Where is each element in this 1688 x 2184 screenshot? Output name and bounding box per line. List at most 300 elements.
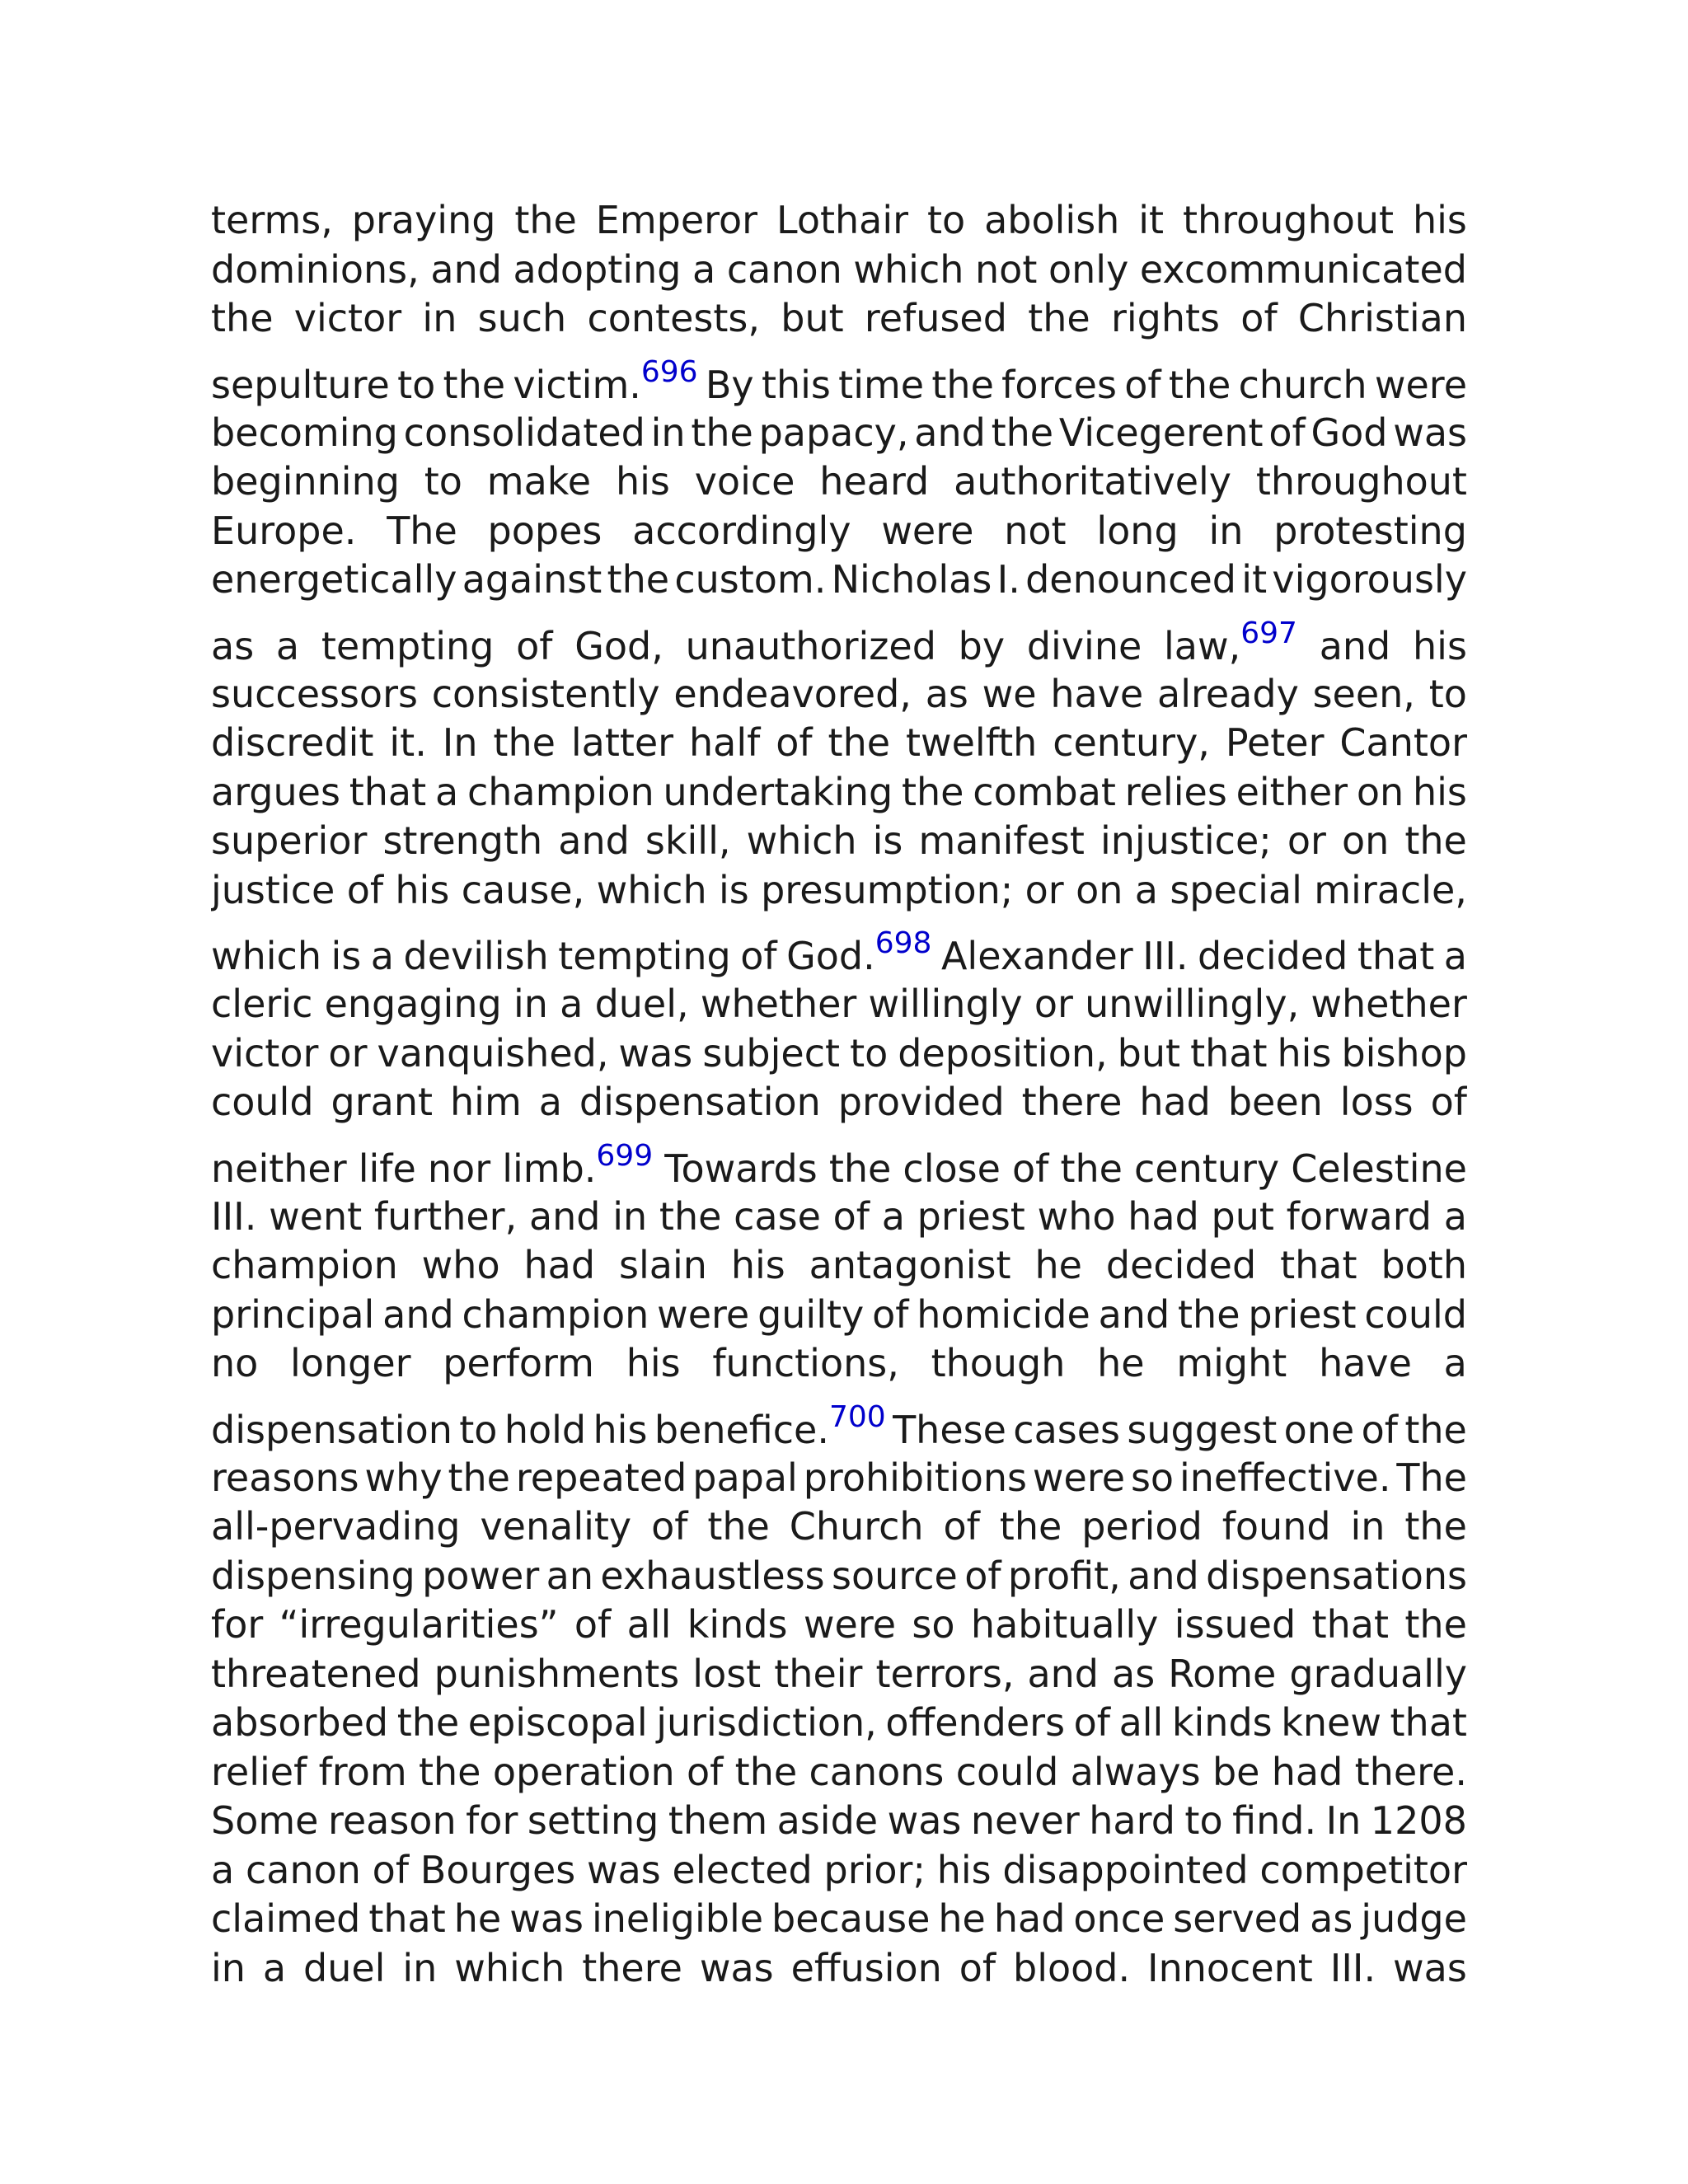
word: champion [211, 1243, 398, 1287]
word: to [1428, 671, 1467, 716]
word: profit, [1007, 1553, 1121, 1598]
word: God, [574, 623, 663, 668]
word: had [1139, 1080, 1211, 1124]
word: latter [570, 720, 674, 765]
word: God.$^{698}$ [786, 926, 932, 978]
word: special [1170, 867, 1302, 912]
word: close [903, 1146, 1001, 1191]
word: 1208 [1370, 1798, 1467, 1843]
word: successors [211, 671, 418, 716]
word: was [586, 1847, 661, 1892]
word: a [211, 1847, 235, 1892]
word: the [1404, 1504, 1467, 1549]
word: the [828, 720, 891, 765]
word: all [1118, 1700, 1164, 1745]
word: prior; [823, 1847, 926, 1892]
word: and [558, 818, 630, 863]
word: that [1190, 1030, 1268, 1076]
word: tempting [558, 934, 731, 978]
word: source [832, 1553, 958, 1598]
word: venality [480, 1504, 632, 1549]
word: episcopal [467, 1700, 648, 1745]
word: of [776, 720, 813, 765]
word: forward [1286, 1193, 1432, 1239]
word: who [421, 1243, 500, 1287]
word: dispensation [211, 1407, 452, 1452]
word: effusion [790, 1945, 942, 1990]
word: reasons [211, 1455, 359, 1500]
word: claimed [211, 1896, 361, 1941]
text-line [211, 410, 1467, 460]
word: denounced [1025, 557, 1237, 602]
word: his [1413, 198, 1467, 242]
text-line [211, 1504, 1467, 1554]
word: such [477, 296, 567, 340]
word: the [1178, 1291, 1240, 1337]
word: of [1268, 410, 1306, 455]
word: which [853, 246, 964, 292]
word: whether [1311, 982, 1467, 1026]
text-line [211, 1292, 1467, 1342]
word: period [1081, 1504, 1203, 1549]
word: vigorously [1272, 557, 1467, 602]
word: jurisdiction, [656, 1700, 877, 1745]
word: hard [1089, 1798, 1175, 1843]
word: he [1034, 1243, 1082, 1287]
word: I. [996, 557, 1020, 602]
word: of [516, 623, 553, 668]
word: These [893, 1407, 1006, 1452]
word: his [593, 1407, 648, 1452]
text-line [211, 1554, 1467, 1603]
word: a [692, 246, 716, 292]
word: their [774, 1651, 863, 1696]
word: ineffective. [1179, 1455, 1391, 1500]
word: his [730, 1243, 785, 1287]
word: of [1073, 1700, 1110, 1745]
word: limb.$^{699}$ [502, 1138, 654, 1191]
word: throughout [1183, 198, 1395, 242]
word: and [1128, 1553, 1199, 1598]
word: guilty [757, 1291, 865, 1337]
word: had [1128, 1193, 1199, 1239]
word: Towards [664, 1146, 818, 1191]
word: of [1012, 1146, 1049, 1191]
text-line [211, 1750, 1467, 1799]
word: kinds [687, 1602, 788, 1647]
footnote-ref-link[interactable]: 697 [1240, 616, 1297, 650]
text-line [211, 1798, 1467, 1848]
word: were [657, 1291, 750, 1337]
word: always [1070, 1749, 1201, 1794]
word: church [1238, 362, 1367, 407]
word: Vicegerent [1058, 410, 1264, 455]
word: which [454, 1945, 565, 1990]
word: justice [211, 867, 335, 912]
word: punishments [434, 1651, 680, 1696]
word: blood. [1013, 1945, 1131, 1990]
footnote-ref-link[interactable]: 698 [874, 926, 932, 960]
word: Europe. [211, 508, 357, 553]
word: the [707, 1504, 770, 1549]
word: was [509, 1896, 584, 1941]
word: as [925, 671, 968, 716]
word: duel [303, 1945, 386, 1990]
word: or [1287, 818, 1326, 863]
word: only [1048, 246, 1129, 292]
word: that [1280, 1243, 1357, 1287]
word: was [699, 1945, 774, 1990]
word: champion [462, 1291, 649, 1337]
word: homicide [917, 1291, 1090, 1337]
word: there [1021, 1080, 1123, 1124]
word: exhaustless [600, 1553, 825, 1598]
word: cases [1013, 1407, 1121, 1452]
word: loss [1339, 1080, 1414, 1124]
word: that [1357, 934, 1435, 978]
word: rights [1110, 296, 1221, 340]
word: victor [293, 296, 402, 340]
word: was [1393, 410, 1467, 455]
word: could [955, 1749, 1059, 1794]
word: as [1310, 1896, 1353, 1941]
word: Emperor [595, 198, 758, 242]
word: him [450, 1080, 522, 1124]
word: grant [331, 1080, 434, 1124]
word: were [1374, 362, 1467, 407]
word: find. [1232, 1798, 1317, 1843]
word: dispensation [579, 1080, 821, 1124]
word: time [838, 362, 925, 407]
text-line [211, 557, 1467, 607]
word: contests, [587, 296, 760, 340]
text-line [211, 1896, 1467, 1946]
word: dispensing [211, 1553, 415, 1598]
word: half [689, 720, 761, 765]
word: and [528, 1193, 601, 1239]
word: benefice.$^{700}$ [654, 1399, 886, 1452]
word: his [936, 1847, 992, 1892]
word: of [346, 867, 384, 912]
word: decided [1105, 1243, 1257, 1287]
text-line [211, 1390, 1467, 1455]
word: for [211, 1602, 264, 1647]
word: becoming [211, 410, 398, 455]
word: there. [1354, 1749, 1467, 1794]
word: III. [1329, 1945, 1376, 1990]
word: of [959, 1945, 996, 1990]
text-line [211, 1031, 1467, 1080]
text-line [211, 770, 1467, 819]
word: and [382, 1291, 454, 1337]
word: all [626, 1602, 672, 1647]
word: the [659, 1193, 722, 1239]
word: repeated [515, 1455, 687, 1500]
word: either [1236, 769, 1348, 814]
word: willingly [868, 982, 1023, 1026]
word: The [1396, 1455, 1467, 1500]
word: the [211, 296, 274, 340]
word: which [211, 934, 322, 978]
word: in [1208, 508, 1244, 553]
word: not [975, 246, 1038, 292]
word: in [422, 296, 457, 340]
word: could [211, 1080, 314, 1124]
word: the [991, 410, 1054, 455]
word: cause, [461, 867, 585, 912]
word: argues [211, 769, 340, 814]
word: his [1277, 1030, 1332, 1076]
word: God [1311, 410, 1388, 455]
word: popes [487, 508, 603, 553]
word: a [538, 1080, 562, 1124]
word: century [1134, 1146, 1280, 1191]
word: the [734, 1749, 798, 1794]
word: III. [211, 1193, 257, 1239]
word: a [370, 934, 394, 978]
word: prohibitions [803, 1455, 1027, 1500]
word: of [574, 1602, 612, 1647]
word: is [718, 867, 749, 912]
word: from [318, 1749, 407, 1794]
word: we [982, 671, 1037, 716]
word: cleric [211, 982, 313, 1026]
text-line [211, 198, 1467, 247]
word: to [850, 1030, 889, 1076]
word: abolish [984, 198, 1120, 242]
word: Bourges [420, 1847, 576, 1892]
word: praying [351, 198, 496, 242]
word: Innocent [1147, 1945, 1313, 1990]
word: Cantor [1339, 720, 1467, 765]
word: it [1138, 198, 1165, 242]
word: lost [692, 1651, 762, 1696]
word: to [397, 362, 436, 407]
word: whether [700, 982, 857, 1026]
word: in [650, 410, 686, 455]
word: of [872, 1291, 909, 1337]
word: canon [726, 246, 842, 292]
word: disappointed [1002, 1847, 1249, 1892]
text-line [211, 672, 1467, 721]
word: kinds [1171, 1700, 1273, 1745]
word: beginning [211, 459, 400, 504]
word: and [1027, 1651, 1100, 1696]
word: functions, [712, 1341, 899, 1385]
word: principal [211, 1291, 375, 1337]
word: be [1212, 1749, 1260, 1794]
page-body [211, 198, 1467, 2044]
word: both [1381, 1243, 1467, 1287]
word: victor [211, 1030, 319, 1076]
word: had [523, 1243, 596, 1287]
word: all-pervading [211, 1504, 461, 1549]
word: suggest [1127, 1407, 1278, 1452]
text-line [211, 916, 1467, 982]
word: the [493, 720, 556, 765]
word: which [596, 867, 707, 912]
word: the [901, 769, 964, 814]
footnote-ref-link[interactable]: 696 [640, 354, 698, 389]
text-line [211, 720, 1467, 770]
word: found [1221, 1504, 1331, 1549]
word: champion [467, 769, 654, 814]
word: never [970, 1798, 1080, 1843]
word: of [832, 1193, 870, 1239]
text-line [211, 509, 1467, 558]
word: knew [1281, 1700, 1381, 1745]
word: of [372, 1847, 410, 1892]
word: or [1025, 867, 1064, 912]
word: priest [1248, 1291, 1357, 1337]
word: served [1173, 1896, 1302, 1941]
word: dispensations [1206, 1553, 1467, 1598]
word: “irregularities” [279, 1602, 559, 1647]
word: protesting [1273, 508, 1467, 553]
word: his [615, 459, 670, 504]
word: forces [1001, 362, 1117, 407]
word: of [687, 1749, 724, 1794]
word: Some [211, 1798, 319, 1843]
word: a [881, 1193, 905, 1239]
word: canons [809, 1749, 945, 1794]
word: presumption; [761, 867, 1014, 912]
word: in [612, 1193, 648, 1239]
word: of [1240, 296, 1278, 340]
word: excommunicated [1139, 246, 1467, 292]
word: as [211, 623, 255, 668]
word: and [1098, 1291, 1170, 1337]
word: his [395, 867, 450, 912]
word: hold [504, 1407, 587, 1452]
word: went [269, 1193, 363, 1239]
word: that [349, 769, 427, 814]
text-line [211, 868, 1467, 917]
word: voice [694, 459, 795, 504]
word: have [1319, 1341, 1412, 1385]
word: he [453, 1896, 502, 1941]
word: the [691, 410, 753, 455]
word: was [887, 1798, 962, 1843]
word: manifest [918, 818, 1085, 863]
word: papal [692, 1455, 798, 1500]
word: law,$^{697}$ [1164, 616, 1297, 668]
word: but [781, 296, 844, 340]
word: no [211, 1341, 259, 1385]
word: undertaking [663, 769, 893, 814]
word: bishop [1341, 1030, 1467, 1076]
word: or [328, 1030, 368, 1076]
word: already [1157, 671, 1299, 716]
word: but [1117, 1030, 1181, 1076]
word: the [607, 557, 670, 602]
word: absorbed [211, 1700, 389, 1745]
word: to [459, 1407, 498, 1452]
word: that [368, 1896, 446, 1941]
word: subject [702, 1030, 841, 1076]
word: the [418, 1749, 481, 1794]
word: of [943, 1504, 980, 1549]
word: skill, [645, 818, 731, 863]
word: unwillingly, [1085, 982, 1300, 1026]
word: in [402, 1945, 438, 1990]
word: and [914, 410, 986, 455]
word: divine [1026, 623, 1142, 668]
word: an [546, 1553, 594, 1598]
word: miracle, [1314, 867, 1467, 912]
footnote-ref-link[interactable]: 699 [596, 1138, 654, 1173]
word: Nicholas [831, 557, 992, 602]
word: though [931, 1341, 1066, 1385]
word: not [1004, 508, 1067, 553]
word: been [1227, 1080, 1323, 1124]
word: Lothair [776, 198, 909, 242]
word: relies [1124, 769, 1227, 814]
word: ineligible [591, 1896, 764, 1941]
word: a [560, 982, 584, 1026]
word: terrors, [875, 1651, 1015, 1696]
word: were [881, 508, 974, 553]
word: a [262, 1945, 287, 1990]
word: that [1390, 1700, 1467, 1745]
text-line [211, 1700, 1467, 1750]
word: it. [389, 720, 427, 765]
word: slain [619, 1243, 707, 1287]
text-line [211, 818, 1467, 868]
body-text [211, 198, 1467, 1994]
word: a [275, 623, 300, 668]
word: duel, [594, 982, 689, 1026]
word: setting [527, 1798, 659, 1843]
word: it [1241, 557, 1268, 602]
word: were [803, 1602, 897, 1647]
footnote-ref-link[interactable]: 700 [828, 1399, 886, 1434]
word: adopting [513, 246, 682, 292]
word: and [1319, 623, 1391, 668]
word: gradually [1289, 1651, 1467, 1696]
word: further, [373, 1193, 518, 1239]
word: seen, [1312, 671, 1415, 716]
word: vanquished, [377, 1030, 609, 1076]
text-line [211, 247, 1467, 297]
word: he [1097, 1341, 1145, 1385]
word: longer [290, 1341, 411, 1385]
word: authoritatively [954, 459, 1232, 504]
word: antagonist [809, 1243, 1011, 1287]
word: a [1443, 934, 1467, 978]
word: the [448, 1455, 510, 1500]
word: heard [819, 459, 930, 504]
word: he [938, 1896, 986, 1941]
word: put [1211, 1193, 1274, 1239]
word: might [1176, 1341, 1287, 1385]
word: the [999, 1504, 1062, 1549]
word: consolidated [403, 410, 645, 455]
word: make [486, 459, 592, 504]
word: century, [1053, 720, 1210, 765]
word: which [746, 818, 857, 863]
word: that [1311, 1602, 1389, 1647]
word: dominions, [211, 246, 420, 292]
word: endeavored, [673, 671, 912, 716]
word: perform [443, 1341, 594, 1385]
word: canon [245, 1847, 361, 1892]
word: long [1096, 508, 1179, 553]
word: III. [1142, 934, 1189, 978]
word: neither [211, 1146, 347, 1191]
word: there [582, 1945, 682, 1990]
word: of [1361, 1407, 1398, 1452]
